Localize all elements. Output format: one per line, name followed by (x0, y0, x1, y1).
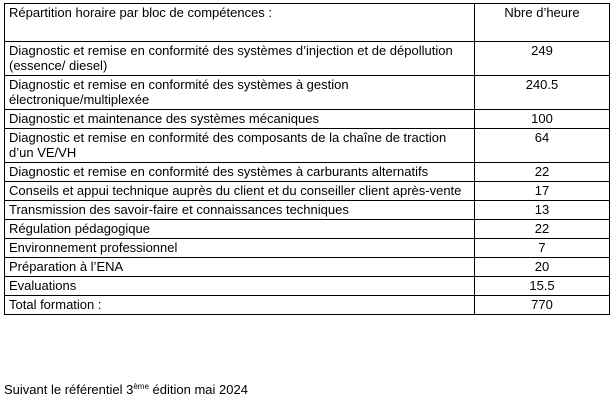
table-header-row (5, 4, 610, 42)
footnote-superscript: ème (133, 382, 149, 391)
table-row (5, 110, 610, 129)
row-label: Diagnostic et remise en conformité des systèmes à carburants alternatifs (5, 163, 475, 182)
row-label: Transmission des savoir-faire et connaissances techniques (5, 201, 475, 220)
row-label: Conseils et appui technique auprès du client et du conseiller client après-vente (5, 182, 475, 201)
row-hours: 13 (475, 201, 610, 220)
training-hours-table (4, 3, 610, 315)
table-row (5, 277, 610, 296)
row-label: Diagnostic et remise en conformité des systèmes d’injection et de dépollution (essence/ diesel) (5, 42, 475, 76)
reference-footnote (4, 382, 248, 397)
row-hours: 7 (475, 239, 610, 258)
total-hours: 770 (475, 296, 610, 315)
row-label: Préparation à l’ENA (5, 258, 475, 277)
total-row (5, 296, 610, 315)
header-label: Répartition horaire par bloc de compétences : (5, 4, 475, 42)
row-hours: 15.5 (475, 277, 610, 296)
row-label: Régulation pédagogique (5, 220, 475, 239)
row-label: Environnement professionnel (5, 239, 475, 258)
row-hours: 20 (475, 258, 610, 277)
row-label: Evaluations (5, 277, 475, 296)
row-hours: 240.5 (475, 76, 610, 110)
row-hours: 17 (475, 182, 610, 201)
row-label: Diagnostic et maintenance des systèmes mécaniques (5, 110, 475, 129)
row-label: Diagnostic et remise en conformité des composants de la chaîne de traction d’un VE/VH (5, 129, 475, 163)
table-row (5, 182, 610, 201)
table-row (5, 220, 610, 239)
table-row (5, 42, 610, 76)
footnote-edition: édition mai 2024 (148, 382, 248, 397)
table-row (5, 239, 610, 258)
row-hours: 249 (475, 42, 610, 76)
table-row (5, 163, 610, 182)
row-hours: 22 (475, 220, 610, 239)
table-row (5, 129, 610, 163)
table-row (5, 258, 610, 277)
row-hours: 64 (475, 129, 610, 163)
row-hours: 22 (475, 163, 610, 182)
table-row (5, 201, 610, 220)
row-label: Diagnostic et remise en conformité des systèmes à gestion électronique/multiplexée (5, 76, 475, 110)
total-label: Total formation : (5, 296, 475, 315)
footnote-text: Suivant le référentiel 3 (4, 382, 134, 397)
row-hours: 100 (475, 110, 610, 129)
header-value: Nbre d’heure (475, 4, 610, 42)
table-row (5, 76, 610, 110)
